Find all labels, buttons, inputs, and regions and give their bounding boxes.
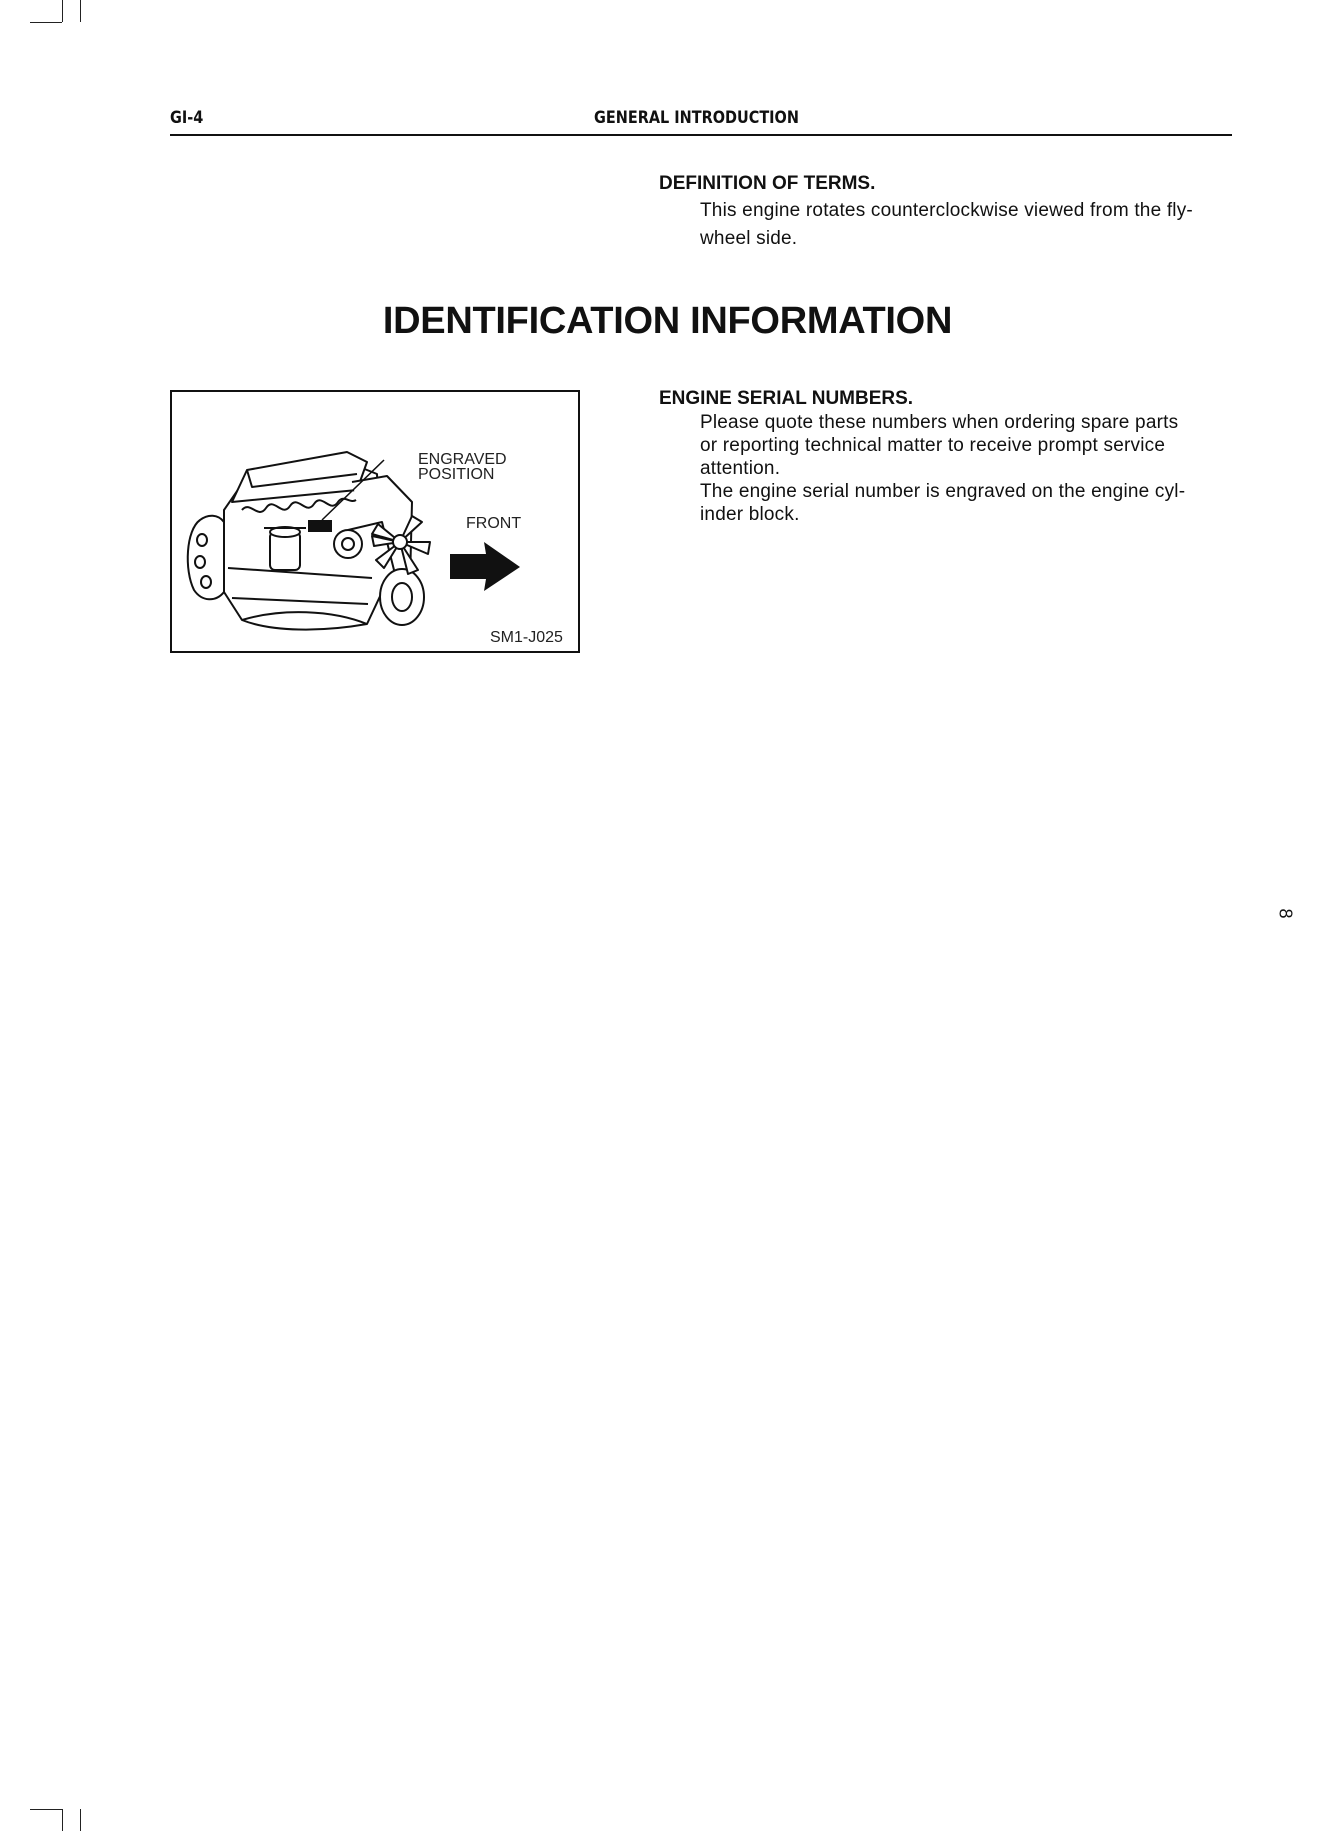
definition-heading: DEFINITION OF TERMS. (659, 173, 876, 194)
serial-line: inder block. (700, 504, 800, 525)
front-label: FRONT (466, 515, 522, 532)
page-header (170, 106, 1232, 136)
crop-mark-top-left-v2 (80, 0, 81, 22)
callout-position-label: POSITION (418, 466, 495, 483)
serial-line: Please quote these numbers when ordering spare parts (700, 412, 1179, 433)
serial-line: The engine serial number is engraved on the engine cyl- (700, 481, 1186, 502)
serial-body (700, 411, 1240, 526)
crop-mark-bottom-left-h (30, 1809, 62, 1810)
definition-body (700, 197, 1240, 253)
engine-figure (170, 390, 580, 653)
crop-mark-bottom-left-v2 (80, 1809, 81, 1831)
serial-line: or reporting technical matter to receive prompt service (700, 435, 1166, 456)
callout-engraved-label: ENGRAVED (418, 451, 507, 468)
page-number: GI-4 (170, 108, 204, 128)
crop-mark-top-left-h (30, 22, 62, 23)
serial-heading: ENGINE SERIAL NUMBERS. (659, 388, 914, 409)
section-title: IDENTIFICATION INFORMATION (382, 300, 953, 342)
definition-line: wheel side. (700, 228, 798, 249)
definition-line: This engine rotates counterclockwise viewed from the fly- (700, 200, 1193, 221)
crop-mark-top-left-v1 (62, 0, 63, 22)
figure-code: SM1-J025 (490, 629, 563, 646)
serial-line: attention. (700, 458, 781, 479)
running-title: GENERAL INTRODUCTION (594, 108, 799, 128)
crop-mark-bottom-left-v1 (62, 1809, 63, 1831)
edge-tab-mark: 8 (1275, 908, 1296, 919)
